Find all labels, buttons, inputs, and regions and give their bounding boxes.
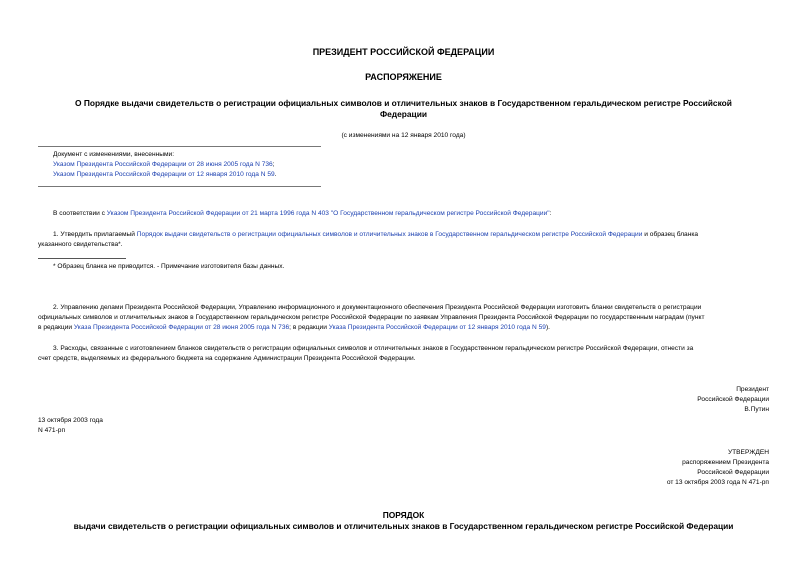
approved-org: Российской Федерации [697, 469, 769, 476]
document-date: 13 октября 2003 года [38, 417, 103, 424]
approved-date: от 13 октября 2003 года N 471-рп [666, 479, 769, 486]
amendment-link-1-suffix: ; [272, 161, 275, 168]
order-title: ПОРЯДОК [382, 510, 425, 520]
order-subtitle: выдачи свидетельств о регистрации официальных символов и отличительных знаков в Государственном геральдическом регистре Российской Федерации [73, 521, 734, 531]
paragraph-1-prefix: 1. Утвердить прилагаемый [53, 231, 137, 238]
paragraph-intro [53, 209, 551, 219]
paragraph-1-line1 [53, 230, 698, 240]
footnote-rule [38, 258, 126, 259]
paragraph-intro-prefix: В соответствии с [53, 210, 107, 217]
amendment-link-2-suffix: . [274, 171, 277, 178]
revision-note: (с изменениями на 12 января 2010 года) [341, 132, 466, 139]
signature-title: Президент [736, 386, 769, 393]
decree-736-link[interactable]: Указа Президента Российской Федерации от 28 июня 2005 года N 736 [73, 324, 290, 331]
amendments-bottom-rule [38, 186, 321, 187]
document-number: N 471-рп [38, 427, 66, 434]
president-heading: ПРЕЗИДЕНТ РОССИЙСКОЙ ФЕДЕРАЦИИ [312, 47, 495, 57]
paragraph-2-line3 [38, 323, 550, 333]
amendment-item-2 [53, 170, 277, 180]
amendment-link-2005[interactable]: Указом Президента Российской Федерации от 28 июня 2005 года N 736 [53, 161, 273, 168]
decree-59-link[interactable]: Указа Президента Российской Федерации от 12 января 2010 года N 59 [328, 324, 546, 331]
paragraph-1-line2: указанного свидетельства*. [38, 241, 123, 248]
order-procedure-link[interactable]: Порядок выдачи свидетельств о регистрации официальных символов и отличительных знаков в Государственном геральдическом регистре Российской Федерации [136, 231, 643, 238]
approved-label: УТВЕРЖДЕН [727, 449, 769, 456]
amendments-top-rule [38, 146, 321, 147]
paragraph-2-line2: официальных символов и отличительных знаков в Государственном геральдическом регистре Российской Федерации по заявкам Управления Президента Российской Федерации по государственным наградам (пункт [38, 314, 705, 321]
approved-by: распоряжением Президента [682, 459, 769, 466]
signature-org: Российской Федерации [697, 396, 769, 403]
paragraph-2-text-b: ; в редакции [289, 324, 329, 331]
amendments-intro: Документ с изменениями, внесенными: [53, 151, 175, 158]
document-type-heading: РАСПОРЯЖЕНИЕ [365, 72, 442, 82]
paragraph-2-text-c: ). [545, 324, 550, 331]
paragraph-2-text-a: в редакции [38, 324, 74, 331]
footnote: * Образец бланка не приводится. - Примечание изготовителя базы данных. [53, 263, 285, 270]
document-title-line2: Федерации [380, 109, 427, 119]
paragraph-2-line1: 2. Управлению делами Президента Российской Федерации, Управлению информационного и документационного обеспечения Президента Российской Федерации изготовить бланки свидетельств о регистрации [53, 304, 702, 311]
paragraph-3-line2: счет средств, выделяемых из федерального бюджета на содержание Администрации Президента Российской Федерации. [38, 355, 416, 362]
amendment-item-1 [53, 160, 275, 170]
paragraph-1-suffix: и образец бланка [642, 231, 699, 238]
document-title-line1: О Порядке выдачи свидетельств о регистрации официальных символов и отличительных знаков в Государственном геральдическом регистре Российской [75, 98, 732, 108]
amendment-link-2010[interactable]: Указом Президента Российской Федерации от 12 января 2010 года N 59 [53, 171, 275, 178]
paragraph-3-line1: 3. Расходы, связанные с изготовлением бланков свидетельств о регистрации официальных символов и отличительных знаков в Государственном геральдическом регистре Российской Федерации, отнести за [53, 345, 694, 352]
paragraph-intro-suffix: : [549, 210, 552, 217]
decree-403-link[interactable]: Указом Президента Российской Федерации от 21 марта 1996 года N 403 "О Государственном геральдическом регистре Российской Федерации" [106, 210, 550, 217]
signature-name: В.Путин [744, 406, 769, 413]
